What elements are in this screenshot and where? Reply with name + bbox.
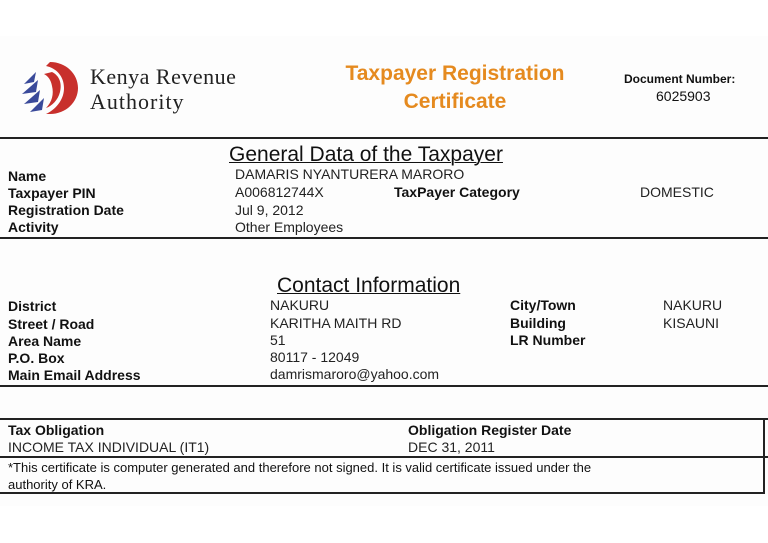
building-value: KISAUNI	[663, 315, 720, 331]
obligation-table-top-border	[0, 418, 768, 420]
obligation-table-bottom-border	[0, 492, 765, 494]
district-value: NAKURU	[270, 297, 330, 313]
obligation-date-value: DEC 31, 2011	[408, 439, 495, 455]
kra-lion-emblem-icon	[18, 58, 82, 118]
email-label: Main Email Address	[8, 367, 141, 383]
activity-label: Activity	[8, 219, 59, 235]
street-value: KARITHA MAITH RD	[270, 315, 402, 331]
area-name-label: Area Name	[8, 333, 82, 349]
street-label: Street / Road	[8, 316, 95, 332]
certificate-title-line1: Taxpayer Registration	[345, 62, 565, 85]
contact-info-heading: Contact Information	[277, 274, 461, 297]
email-value: damrismaroro@yahoo.com	[270, 366, 440, 382]
city-label: City/Town	[510, 297, 576, 313]
city-value: NAKURU	[663, 297, 723, 313]
document-number-label: Document Number:	[624, 72, 736, 86]
divider	[0, 137, 768, 139]
certificate-note-line1: *This certificate is computer generated and therefore not signed. It is valid certificate issued under the	[8, 460, 592, 475]
area-name-value: 51	[270, 332, 286, 348]
kra-logo	[18, 58, 82, 118]
category-value: DOMESTIC	[640, 184, 714, 200]
certificate-title-line2: Certificate	[403, 90, 507, 113]
obligation-date-label: Obligation Register Date	[408, 422, 572, 438]
activity-value: Other Employees	[235, 219, 344, 235]
org-name-line2: Authority	[90, 89, 185, 114]
district-label: District	[8, 298, 57, 314]
certificate-note-line2: authority of KRA.	[8, 477, 107, 492]
registration-date-value: Jul 9, 2012	[235, 202, 304, 218]
general-data-heading: General Data of the Taxpayer	[229, 143, 503, 166]
name-value: DAMARIS NYANTURERA MARORO	[235, 166, 465, 182]
registration-date-label: Registration Date	[8, 202, 124, 218]
divider	[0, 385, 768, 387]
category-label: TaxPayer Category	[394, 184, 520, 200]
pin-label: Taxpayer PIN	[8, 185, 96, 201]
org-name-line1: Kenya Revenue	[90, 64, 237, 89]
po-box-label: P.O. Box	[8, 350, 65, 366]
document-number-value: 6025903	[656, 88, 711, 104]
tax-obligation-value: INCOME TAX INDIVIDUAL (IT1)	[8, 439, 210, 455]
pin-value: A006812744X	[235, 184, 324, 200]
obligation-table-right-border	[763, 418, 765, 492]
tax-obligation-label: Tax Obligation	[8, 422, 105, 438]
building-label: Building	[510, 315, 566, 331]
lr-number-label: LR Number	[510, 332, 586, 348]
name-label: Name	[8, 168, 47, 184]
divider	[0, 237, 768, 239]
obligation-table-row-border	[0, 456, 768, 458]
po-box-value: 80117 - 12049	[270, 349, 360, 365]
